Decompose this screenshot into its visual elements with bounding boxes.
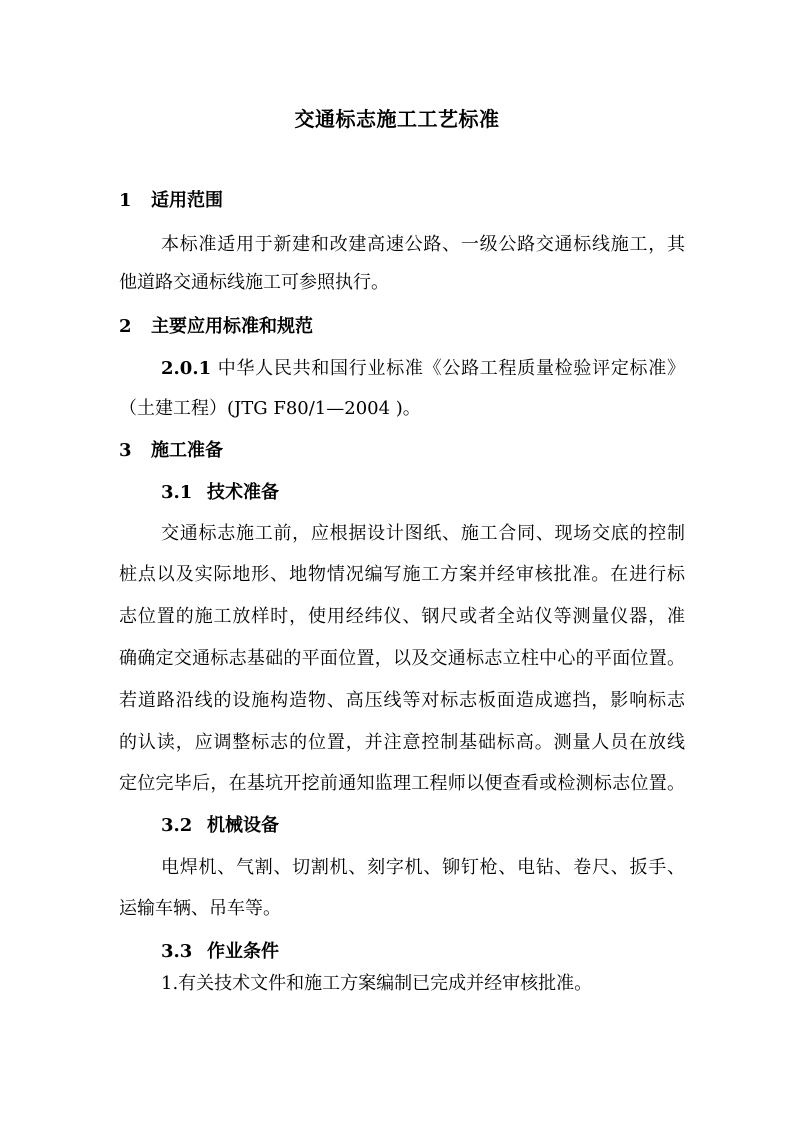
subsection-heading	[161, 480, 279, 506]
subsection-title: 作业条件	[207, 941, 279, 962]
document-title: 交通标志施工工艺标准	[294, 107, 500, 131]
section-heading	[119, 438, 223, 464]
subsection-number: 3.2	[161, 815, 193, 836]
section-title: 施工准备	[151, 440, 223, 461]
section-number: 1	[119, 190, 132, 211]
paragraph-line: 志位置的施工放样时，使用经纬仪、钢尺或者全站仪等测量仪器，准	[119, 606, 685, 627]
paragraph-line: 1.有关技术文件和施工方案编制已完成并经审核批准。	[161, 973, 593, 994]
reference-line	[161, 356, 685, 382]
paragraph-line: 若道路沿线的设施构造物、高压线等对标志板面造成遮挡，影响标志	[119, 690, 685, 711]
paragraph-line: 运输车辆、吊车等。	[119, 898, 281, 919]
section-heading	[119, 188, 223, 214]
section-title: 主要应用标准和规范	[151, 316, 313, 337]
paragraph-line: 电焊机、气割、切割机、刻字机、铆钉枪、电钻、卷尺、扳手、	[161, 857, 685, 878]
section-number: 3	[119, 440, 132, 461]
reference-number: 2.0.1	[161, 358, 212, 379]
paragraph-line: 确确定交通标志基础的平面位置，以及交通标志立柱中心的平面位置。	[119, 648, 685, 669]
paragraph-line: 的认读，应调整标志的位置，并注意控制基础标高。测量人员在放线	[119, 732, 685, 753]
subsection-title: 机械设备	[207, 815, 279, 836]
subsection-number: 3.3	[161, 941, 193, 962]
paragraph-line: 定位完毕后，在基坑开挖前通知监理工程师以便查看或检测标志位置。	[119, 773, 685, 794]
paragraph-line: （土建工程）(JTG F80/1—2004 )。	[119, 398, 421, 419]
reference-text: 中华人民共和国行业标准《公路工程质量检验评定标准》	[217, 358, 685, 379]
paragraph-line: 本标准适用于新建和改建高速公路、一级公路交通标线施工，其	[161, 234, 685, 255]
subsection-heading	[161, 813, 279, 839]
section-number: 2	[119, 316, 132, 337]
subsection-title: 技术准备	[207, 482, 279, 503]
subsection-number: 3.1	[161, 482, 193, 503]
paragraph-line: 桩点以及实际地形、地物情况编写施工方案并经审核批准。在进行标	[119, 564, 685, 585]
paragraph-line: 交通标志施工前，应根据设计图纸、施工合同、现场交底的控制	[161, 523, 685, 544]
section-heading	[119, 314, 313, 340]
section-title: 适用范围	[151, 190, 223, 211]
paragraph-line: 他道路交通标线施工可参照执行。	[119, 272, 389, 293]
subsection-heading	[161, 939, 279, 965]
